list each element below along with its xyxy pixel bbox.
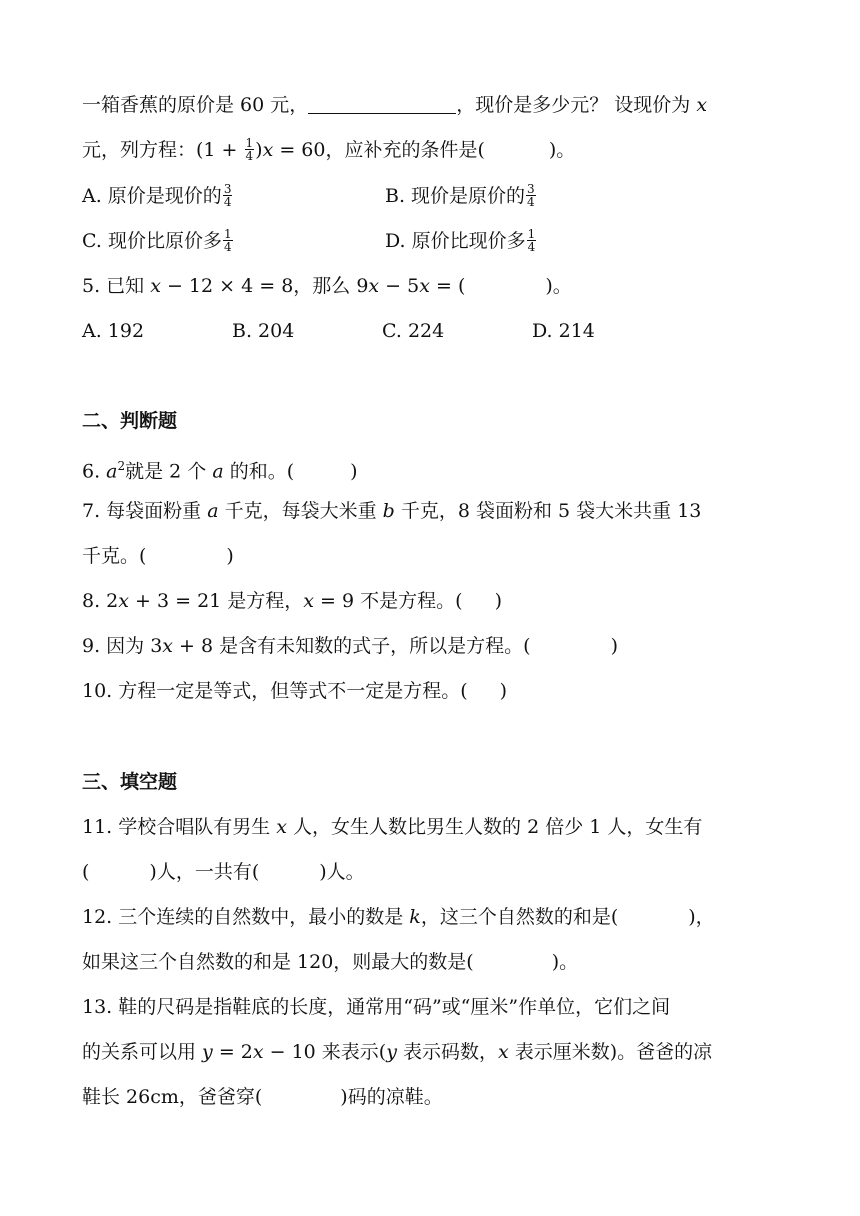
q4-line-2 — [82, 135, 576, 164]
answer-blank[interactable] — [308, 93, 456, 114]
q5-stem: 5. 已知 x − 12 × 4 = 8，那么 9x − 5x = ( )。 — [82, 275, 572, 297]
q9: 9. 因为 3x + 8 是含有未知数的式子，所以是方程。( ) — [82, 635, 618, 657]
q4-text: )。 — [548, 139, 576, 161]
math-variable: x — [696, 94, 708, 116]
q4-text: 元，列方程：(1 + — [82, 139, 244, 161]
section-heading-fill-blank: 三、填空题 — [82, 771, 178, 793]
q5-option-b[interactable]: B. 204 — [232, 320, 295, 342]
q13-line-2: 的关系可以用 y = 2x − 10 来表示(y 表示码数，x 表示厘米数)。爸爸的凉 — [82, 1041, 713, 1063]
q12-line-1: 12. 三个连续的自然数中，最小的数是 k，这三个自然数的和是( )， — [82, 906, 715, 928]
fraction: $\frac{1}{4}$ — [245, 135, 254, 163]
q4-option-b[interactable]: B. 现价是原价的 $\frac{3}{4}$ — [385, 181, 535, 209]
q10: 10. 方程一定是等式，但等式不一定是方程。( ) — [82, 680, 508, 702]
q4-line-1 — [82, 93, 707, 117]
q13-line-3: 鞋长 26cm，爸爸穿( )码的凉鞋。 — [82, 1086, 443, 1108]
math-variable: x — [262, 139, 274, 161]
q11-line-1: 11. 学校合唱队有男生 x 人，女生人数比男生人数的 2 倍少 1 人，女生有 — [82, 816, 703, 838]
q7-line-1: 7. 每袋面粉重 a 千克，每袋大米重 b 千克，8 袋面粉和 5 袋大米共重 13 — [82, 500, 702, 522]
q5-option-d[interactable]: D. 214 — [532, 320, 595, 342]
q4-text: ，现价是多少元？ 设现价为 — [456, 94, 697, 116]
q4-option-d[interactable]: D. 原价比现价多 $\frac{1}{4}$ — [385, 226, 536, 254]
q12-line-2: 如果这三个自然数的和是 120，则最大的数是( )。 — [82, 951, 579, 973]
q5-option-c[interactable]: C. 224 — [382, 320, 445, 342]
q11-line-2: ( )人，一共有( )人。 — [82, 861, 365, 883]
q5-option-a[interactable]: A. 192 — [82, 320, 145, 342]
q4-option-c[interactable]: C. 现价比原价多 $\frac{1}{4}$ — [82, 226, 232, 254]
q13-line-1: 13. 鞋的尺码是指鞋底的长度，通常用“码”或“厘米”作单位，它们之间 — [82, 996, 671, 1018]
q4-text: = 60，应补充的条件是( — [273, 139, 485, 161]
section-heading-judgement: 二、判断题 — [82, 410, 178, 432]
q4-option-a[interactable]: A. 原价是现价的 $\frac{3}{4}$ — [82, 181, 232, 209]
q4-text: ) — [255, 139, 263, 161]
q4-text: 一箱香蕉的原价是 60 元， — [82, 94, 309, 116]
q8: 8. 2x + 3 = 21 是方程，x = 9 不是方程。( ) — [82, 590, 502, 612]
q7-line-2: 千克。( ) — [82, 545, 234, 567]
q6: 6. $a^2$就是 2 个 a 的和。( ) — [82, 459, 358, 483]
